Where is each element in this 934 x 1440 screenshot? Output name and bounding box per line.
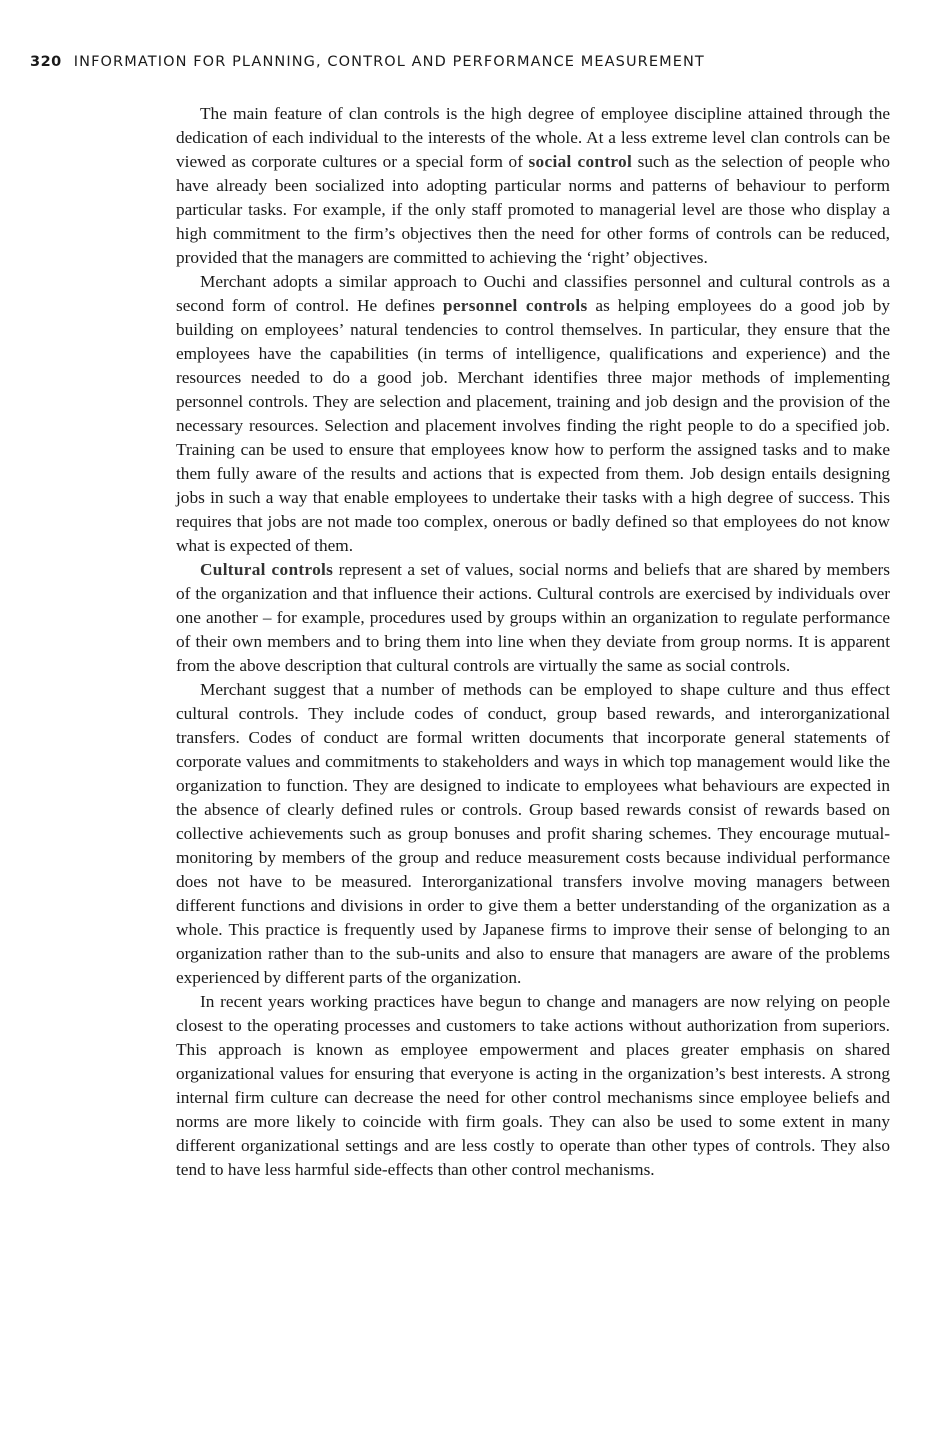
paragraph-text: as helping employees do a good job by building on employees’ natural tendencies to control themselves. In particular, they ensure that the employees have the capabilities (in terms of intelligence, qualifications and experience) and the resources needed to do a good job. Merchant identifies three major methods of implementing personnel controls. They are selection and placement, training and job design and the provision of the necessary resources. Selection and placement involves finding the right people to do a specified job. Training can be used to ensure that employees know how to perform the assigned tasks and to make them fully aware of the results and actions that is expected from them. Job design entails designing jobs in such a way that enable employees to undertake their tasks with a high degree of success. This requires that jobs are not made too complex, onerous or badly defined so that employees do not know what is expected of them. — [176, 296, 890, 555]
paragraph-text: In recent years working practices have begun to change and managers are now relying on people closest to the operating processes and customers to take actions without authorization from superiors. This approach is known as employee empowerment and places greater emphasis on shared organizational values for ensuring that everyone is acting in the organization’s best interests. A strong internal firm culture can decrease the need for other control mechanisms since employee beliefs and norms are more likely to coincide with firm goals. They can also be used to some extent in many different organizational settings and are less costly to operate than other types of controls. They also tend to have less harmful side-effects than other control mechanisms. — [176, 992, 890, 1179]
paragraph-text: such as the selection of people who have already been socialized into adopting particular norms and patterns of behaviour to perform particular tasks. For example, if the only staff promoted to managerial level are those who display a high commitment to the firm’s objectives then the need for other forms of controls can be reduced, provided that the managers are committed to achieving the ‘right’ objectives. — [176, 152, 890, 267]
key-term-personnel-controls: personnel controls — [442, 296, 588, 315]
paragraph-cultural-controls — [176, 558, 890, 678]
key-term-social-control: social control — [528, 152, 633, 171]
running-header — [30, 54, 910, 70]
paragraph-personnel-controls — [176, 270, 890, 558]
page-number: 320 — [30, 54, 62, 70]
paragraph-shaping-culture — [176, 678, 890, 990]
running-header-title: INFORMATION FOR PLANNING, CONTROL AND PERFORMANCE MEASUREMENT — [73, 54, 705, 70]
paragraph-text: The main feature of clan controls is the high degree of employee discipline attained through the dedication of each individual to the interests of the whole. At a less extreme level clan controls can be viewed as corporate cultures or a special form of — [176, 104, 890, 171]
paragraph-text: Merchant adopts a similar approach to Ouchi and classifies personnel and cultural controls as a second form of control. He defines — [176, 272, 890, 315]
key-term-cultural-controls: Cultural controls — [200, 560, 334, 579]
paragraph-clan-controls — [176, 102, 890, 270]
paragraph-text: represent a set of values, social norms and beliefs that are shared by members of the organization and that influence their actions. Cultural controls are exercised by individuals over one another – for example, procedures used by groups within an organization to regulate performance of their own members and to bring them into line when they deviate from group norms. It is apparent from the above description that cultural controls are virtually the same as social controls. — [176, 560, 890, 675]
body-text — [176, 102, 890, 1182]
paragraph-text: Merchant suggest that a number of methods can be employed to shape culture and thus effect cultural controls. They include codes of conduct, group based rewards, and interorganizational transfers. Codes of conduct are formal written documents that incorporate general statements of corporate values and commitments to stakeholders and ways in which top management would like the organization to function. They are designed to indicate to employees what behaviours are expected in the absence of clearly defined rules or controls. Group based rewards consist of rewards based on collective achievements such as group bonuses and profit sharing schemes. They encourage mutual-monitoring by members of the group and reduce measurement costs because individual performance does not have to be measured. Interorganizational transfers involve moving managers between different functions and divisions in order to give them a better understanding of the organization as a whole. This practice is frequently used by Japanese firms to improve their sense of belonging to an organization rather than to the sub-units and also to ensure that managers are aware of the problems experienced by different parts of the organization. — [176, 680, 890, 987]
paragraph-employee-empowerment — [176, 990, 890, 1182]
